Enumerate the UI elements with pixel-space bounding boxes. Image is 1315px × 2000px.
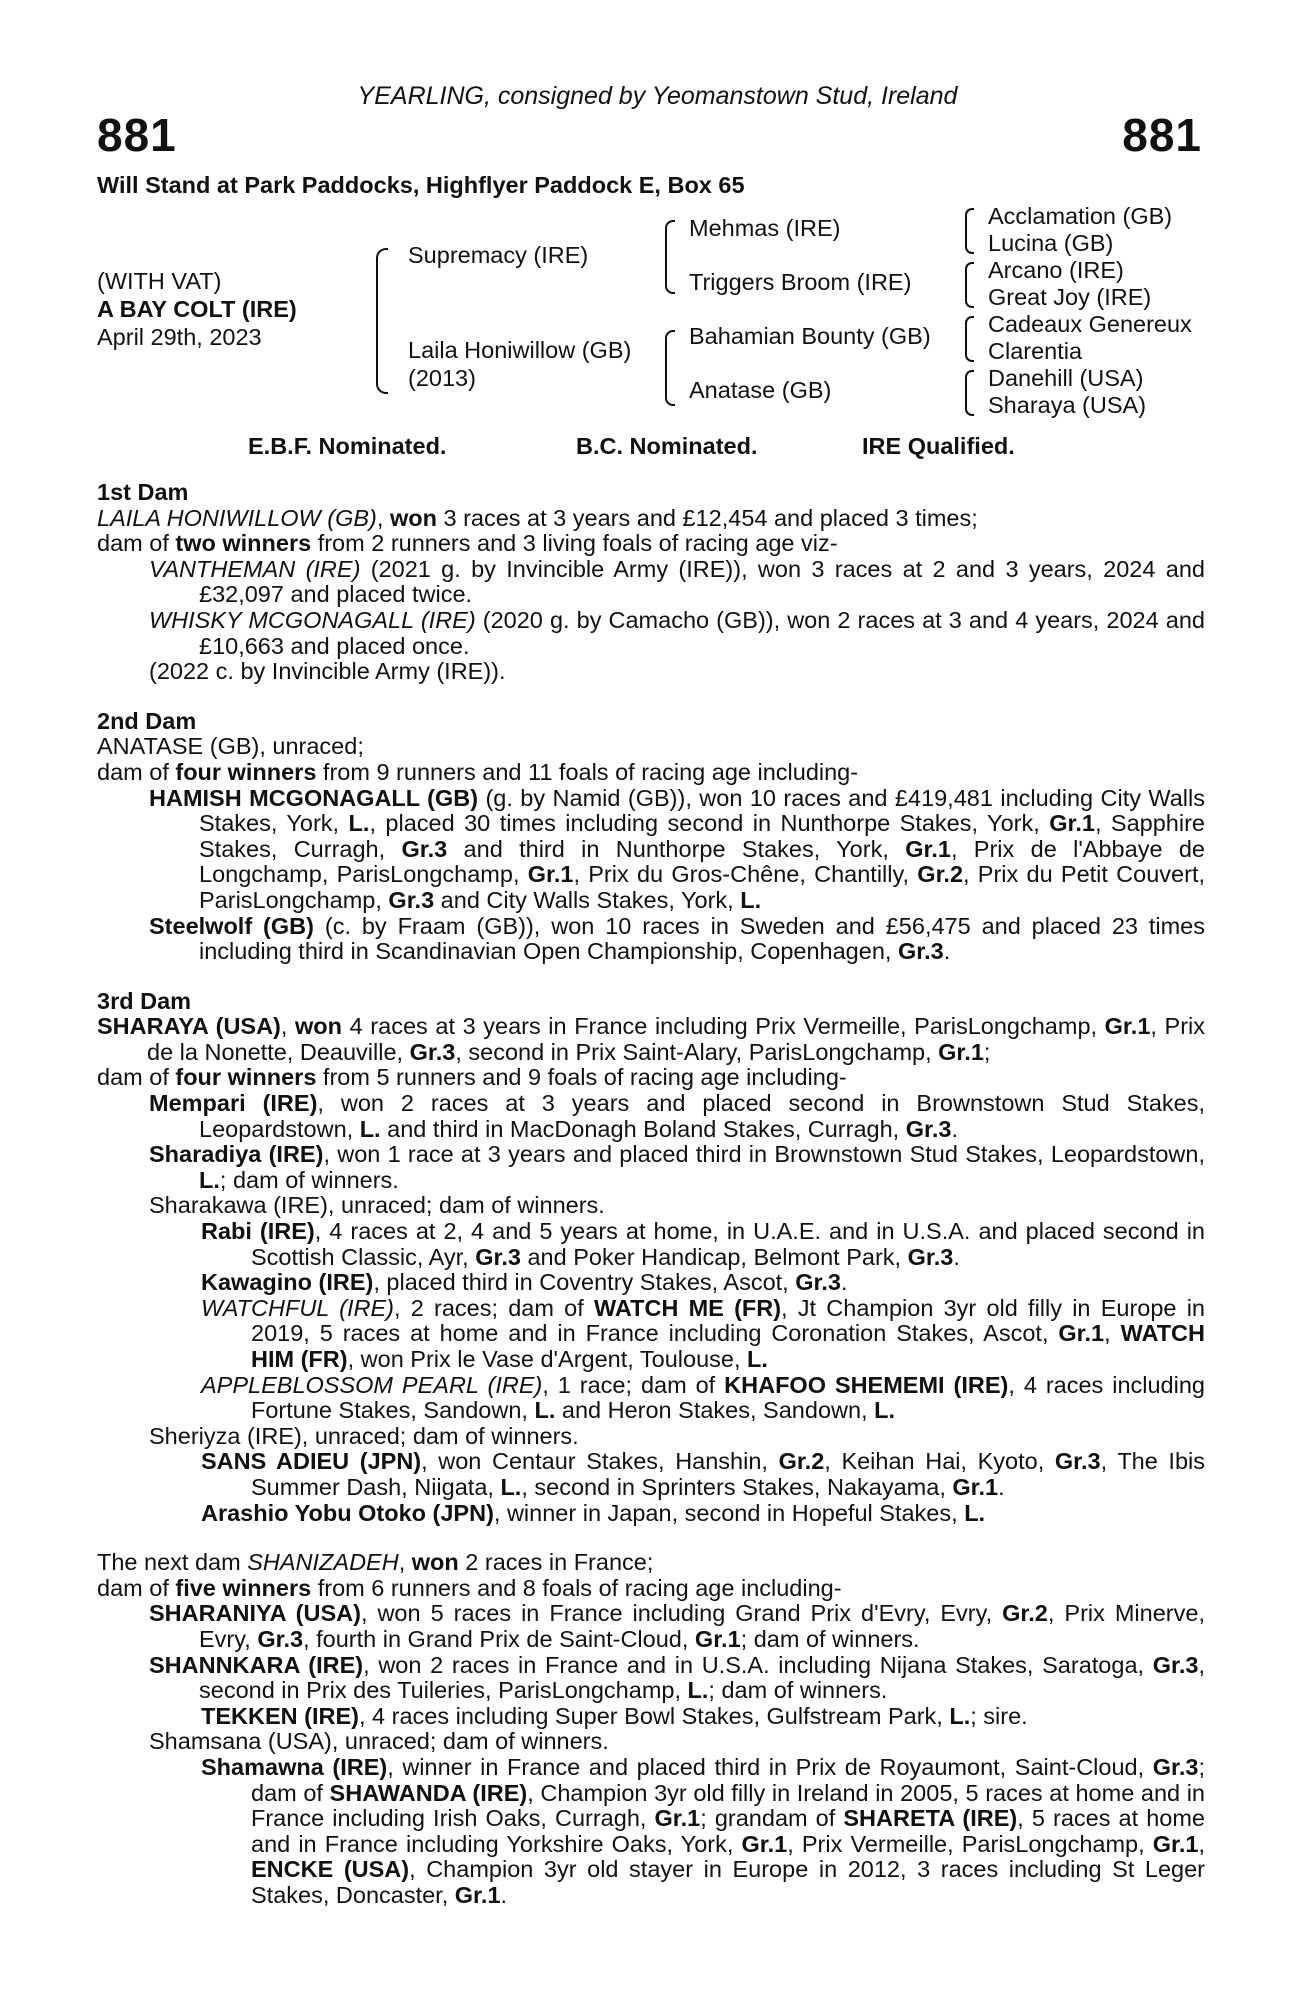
dam-sire-name: Bahamian Bounty (GB) xyxy=(689,323,931,349)
ancestor-1: Acclamation (GB) xyxy=(988,203,1173,229)
third-dam-produce: dam of four winners from 5 runners and 9 foals of racing age including- xyxy=(97,1064,847,1091)
first-dam-heading: 1st Dam xyxy=(97,479,189,505)
ancestor-6: Clarentia xyxy=(988,338,1083,364)
ancestor-7: Danehill (USA) xyxy=(988,365,1144,391)
first-dam-produce: dam of two winners from 2 runners and 3 living foals of racing age viz- xyxy=(97,530,838,557)
progeny-2022-colt: (2022 c. by Invincible Army (IRE)). xyxy=(149,658,506,685)
ire-qualified: IRE Qualified. xyxy=(862,433,1015,459)
progeny-rabi: Rabi (IRE), 4 races at 2, 4 and 5 years at home, in U.A.E. and in U.S.A. and placed second in Scottish Classic, Ayr, Gr.3 and Poker Handicap, Belmont Park, Gr.3. xyxy=(201,1218,1206,1270)
ebf-nominated: E.B.F. Nominated. xyxy=(248,433,447,459)
third-dam-line: SHARAYA (USA), won 4 races at 3 years in France including Prix Vermeille, ParisLongchamp, Gr.1, Prix de la Nonette, Deauville, Gr.3, second in Prix Saint-Alary, ParisLongchamp, Gr.1; xyxy=(97,1013,1205,1065)
pedigree-brace-g3 xyxy=(965,316,974,362)
vat-note: (WITH VAT) xyxy=(97,268,222,294)
sire-dam-name: Triggers Broom (IRE) xyxy=(689,269,912,295)
progeny-sans-adieu: SANS ADIEU (JPN), won Centaur Stakes, Hanshin, Gr.2, Keihan Hai, Kyoto, Gr.3, The Ibis Summer Dash, Niigata, L., second in Sprinters Stakes, Nakayama, Gr.1. xyxy=(201,1448,1206,1500)
second-dam-heading: 2nd Dam xyxy=(97,707,197,734)
pedigree-brace-g1 xyxy=(965,208,974,254)
progeny-arashio-yobu-otoko: Arashio Yobu Otoko (JPN), winner in Japan, second in Hopeful Stakes, L. xyxy=(201,1499,986,1526)
progeny-vantheman: VANTHEMAN (IRE) (2021 g. by Invincible Army (IRE)), won 3 races at 2 and 3 years, 2024 and £32,097 and placed twice. xyxy=(149,555,1205,608)
horse-name: A BAY COLT (IRE) xyxy=(97,296,297,322)
progeny-hamish-mcgonagall: HAMISH MCGONAGALL (GB) (g. by Namid (GB)), won 10 races and £419,481 including City Walls Stakes, York, L., placed 30 times including second in Nunthorpe Stakes, York, Gr.1, Sapphire Stakes, Curragh, Gr.3 and third in Nunthorpe Stakes, York, Gr.1, Prix de l'Abbaye de Longchamp, ParisLongchamp, Gr.1, Prix du Gros-Chêne, Chantilly, Gr.2, Prix du Petit Couvert, ParisLongchamp, Gr.3 and City Walls Stakes, York, L. xyxy=(149,784,1205,913)
ancestor-2: Lucina (GB) xyxy=(988,230,1114,256)
progeny-sharadiya: Sharadiya (IRE), won 1 race at 3 years and placed third in Brownstown Stud Stakes, Leopardstown, L.; dam of winners. xyxy=(149,1141,1205,1193)
ancestor-4: Great Joy (IRE) xyxy=(988,284,1152,310)
dam-name: Laila Honiwillow (GB) xyxy=(408,337,632,363)
next-dam-produce: dam of five winners from 6 runners and 8 foals of racing age including- xyxy=(97,1574,842,1601)
progeny-whisky-mcgonagall: WHISKY MCGONAGALL (IRE) (2020 g. by Camacho (GB)), won 2 races at 3 and 4 years, 2024 and £10,663 and placed once. xyxy=(149,606,1205,659)
next-dam-line: The next dam SHANIZADEH, won 2 races in France; xyxy=(97,1549,654,1576)
ancestor-5: Cadeaux Genereux xyxy=(988,311,1192,337)
ancestor-8: Sharaya (USA) xyxy=(988,392,1147,418)
pedigree-brace-sire xyxy=(665,220,675,294)
progeny-kawagino: Kawagino (IRE), placed third in Coventry Stakes, Ascot, Gr.3. xyxy=(201,1269,848,1296)
second-dam-line: ANATASE (GB), unraced; xyxy=(97,733,364,760)
progeny-steelwolf: Steelwolf (GB) (c. by Fraam (GB)), won 10 races in Sweden and £56,475 and placed 23 times including third in Scandinavian Open Championship, Copenhagen, Gr.3. xyxy=(149,912,1206,965)
progeny-shannkara: SHANNKARA (IRE), won 2 races in France and in U.S.A. including Nijana Stakes, Saratoga, Gr.3, second in Prix des Tuileries, ParisLongchamp, L.; dam of winners. xyxy=(149,1651,1205,1704)
catalogue-body xyxy=(97,480,1205,1908)
progeny-watchful: WATCHFUL (IRE), 2 races; dam of WATCH ME (FR), Jt Champion 3yr old filly in Europe in 2019, 5 races at home and in France including Coronation Stakes, Ascot, Gr.1, WATCH HIM (FR), won Prix le Vase d'Argent, Toulouse, L. xyxy=(201,1294,1205,1372)
ancestor-3: Arcano (IRE) xyxy=(988,257,1124,283)
progeny-appleblossom-pearl: APPLEBLOSSOM PEARL (IRE), 1 race; dam of KHAFOO SHEMEMI (IRE), 4 races including Fortune Stakes, Sandown, L. and Heron Stakes, Sandown, L. xyxy=(201,1371,1205,1424)
pedigree-brace-main xyxy=(376,248,388,394)
dam-year: (2013) xyxy=(408,365,476,391)
pedigree-brace-dam xyxy=(665,330,675,406)
progeny-shamawna: Shamawna (IRE), winner in France and placed third in Prix de Royaumont, Saint-Cloud, Gr.3; dam of SHAWANDA (IRE), Champion 3yr old filly in Ireland in 2005, 5 races at home and in France including Irish Oaks, Curragh, Gr.1; grandam of SHARETA (IRE), 5 races at home and in France including Yorkshire Oaks, York, Gr.1, Prix Vermeille, ParisLongchamp, Gr.1, ENCKE (USA), Champion 3yr old stayer in Europe in 2012, 3 races including St Leger Stakes, Doncaster, Gr.1. xyxy=(201,1753,1206,1908)
second-dam-produce: dam of four winners from 9 runners and 11 foals of racing age including- xyxy=(97,758,859,785)
lot-number-right: 881 xyxy=(1122,109,1202,161)
progeny-mempari: Mempari (IRE), won 2 races at 3 years and placed second in Brownstown Stud Stakes, Leopardstown, L. and third in MacDonagh Boland Stakes, Curragh, Gr.3. xyxy=(149,1090,1205,1142)
stand-location: Will Stand at Park Paddocks, Highflyer Paddock E, Box 65 xyxy=(97,172,745,198)
progeny-shamsana: Shamsana (USA), unraced; dam of winners. xyxy=(149,1728,609,1755)
pedigree-brace-g4 xyxy=(965,370,974,416)
progeny-sheriyza: Sheriyza (IRE), unraced; dam of winners. xyxy=(149,1422,579,1449)
consignor-subtitle: YEARLING, consigned by Yeomanstown Stud, Ireland xyxy=(357,82,958,110)
first-dam-line: LAILA HONIWILLOW (GB), won 3 races at 3 years and £12,454 and placed 3 times; xyxy=(97,504,978,531)
progeny-tekken: TEKKEN (IRE), 4 races including Super Bowl Stakes, Gulfstream Park, L.; sire. xyxy=(201,1702,1028,1729)
sire-name: Supremacy (IRE) xyxy=(408,242,589,268)
third-dam-heading: 3rd Dam xyxy=(97,987,192,1014)
pedigree-brace-g2 xyxy=(965,262,974,308)
sire-sire-name: Mehmas (IRE) xyxy=(689,215,841,241)
progeny-sharaniya: SHARANIYA (USA), won 5 races in France including Grand Prix d'Evry, Evry, Gr.2, Prix Minerve, Evry, Gr.3, fourth in Grand Prix de Saint-Cloud, Gr.1; dam of winners. xyxy=(149,1600,1205,1652)
dam-dam-name: Anatase (GB) xyxy=(689,377,832,403)
foaling-date: April 29th, 2023 xyxy=(97,324,262,350)
lot-number-left: 881 xyxy=(97,109,177,161)
bc-nominated: B.C. Nominated. xyxy=(576,433,758,459)
progeny-sharakawa: Sharakawa (IRE), unraced; dam of winners. xyxy=(149,1192,605,1219)
